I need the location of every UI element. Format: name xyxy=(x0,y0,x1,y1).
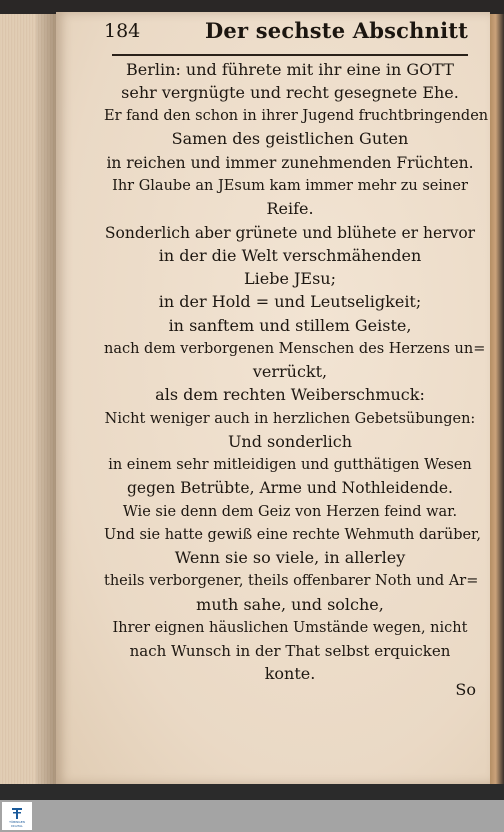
book-right-edge xyxy=(490,14,504,784)
text-line: Wie sie denn dem Geiz von Herzen feind war. xyxy=(122,504,458,520)
text-line: konte. xyxy=(264,664,316,683)
text-line: nach Wunsch in der That selbst erquicken xyxy=(129,642,451,660)
text-line: in der die Welt verschmähenden xyxy=(158,246,422,265)
viewer-footer-bar xyxy=(0,800,504,832)
text-line: in sanftem und stillem Geiste, xyxy=(168,316,412,335)
text-line: Reife. xyxy=(266,199,314,218)
text-line: Sonderlich aber grünete und blühete er hervor xyxy=(104,224,476,242)
text-line: Er fand den schon in ihrer Jugend fruchtbringenden xyxy=(104,108,489,124)
text-line: in reichen und immer zunehmenden Früchten. xyxy=(106,154,474,172)
library-logo xyxy=(2,802,32,830)
text-line: theils verborgener, theils offenbarer Noth und Ar= xyxy=(104,573,479,589)
text-line: verrückt, xyxy=(252,362,328,381)
text-line: als dem rechten Weiberschmuck: xyxy=(155,385,425,404)
text-line: Samen des geistlichen Guten xyxy=(171,129,409,148)
text-line: Und sonderlich xyxy=(227,432,353,451)
page-number: 184 xyxy=(104,20,141,42)
text-line: Berlin: und führete mit ihr eine in GOTT xyxy=(126,60,454,79)
library-logo-icon xyxy=(11,806,23,820)
text-line: in einem sehr mitleidigen und gutthätigen Wesen xyxy=(108,457,472,473)
text-line: Ihr Glaube an JEsum kam immer mehr zu seiner xyxy=(112,178,468,194)
catchword: So xyxy=(455,680,476,699)
text-line: muth sahe, und solche, xyxy=(196,595,384,614)
running-head: Der sechste Abschnitt xyxy=(205,18,469,43)
text-line: Ihrer eignen häuslichen Umstände wegen, nicht xyxy=(112,620,468,636)
library-logo-text: TÜBINGEN DIGITAL xyxy=(9,820,25,828)
book-page-edges xyxy=(0,14,56,784)
footer-strip xyxy=(0,784,504,800)
header-rule xyxy=(112,54,468,56)
text-line: Nicht weniger auch in herzlichen Gebetsübungen: xyxy=(104,411,476,427)
text-line: Und sie hatte gewiß eine rechte Wehmuth darüber, xyxy=(104,527,481,543)
text-line: in der Hold = und Leutseligkeit; xyxy=(158,292,422,311)
text-line: Wenn sie so viele, in allerley xyxy=(174,548,406,567)
text-line: sehr vergnügte und recht gesegnete Ehe. xyxy=(121,83,459,102)
text-line: Liebe JEsu; xyxy=(243,269,336,288)
text-line: nach dem verborgenen Menschen des Herzens un= xyxy=(104,341,486,357)
text-line: gegen Betrübte, Arme und Nothleidende. xyxy=(127,479,453,497)
